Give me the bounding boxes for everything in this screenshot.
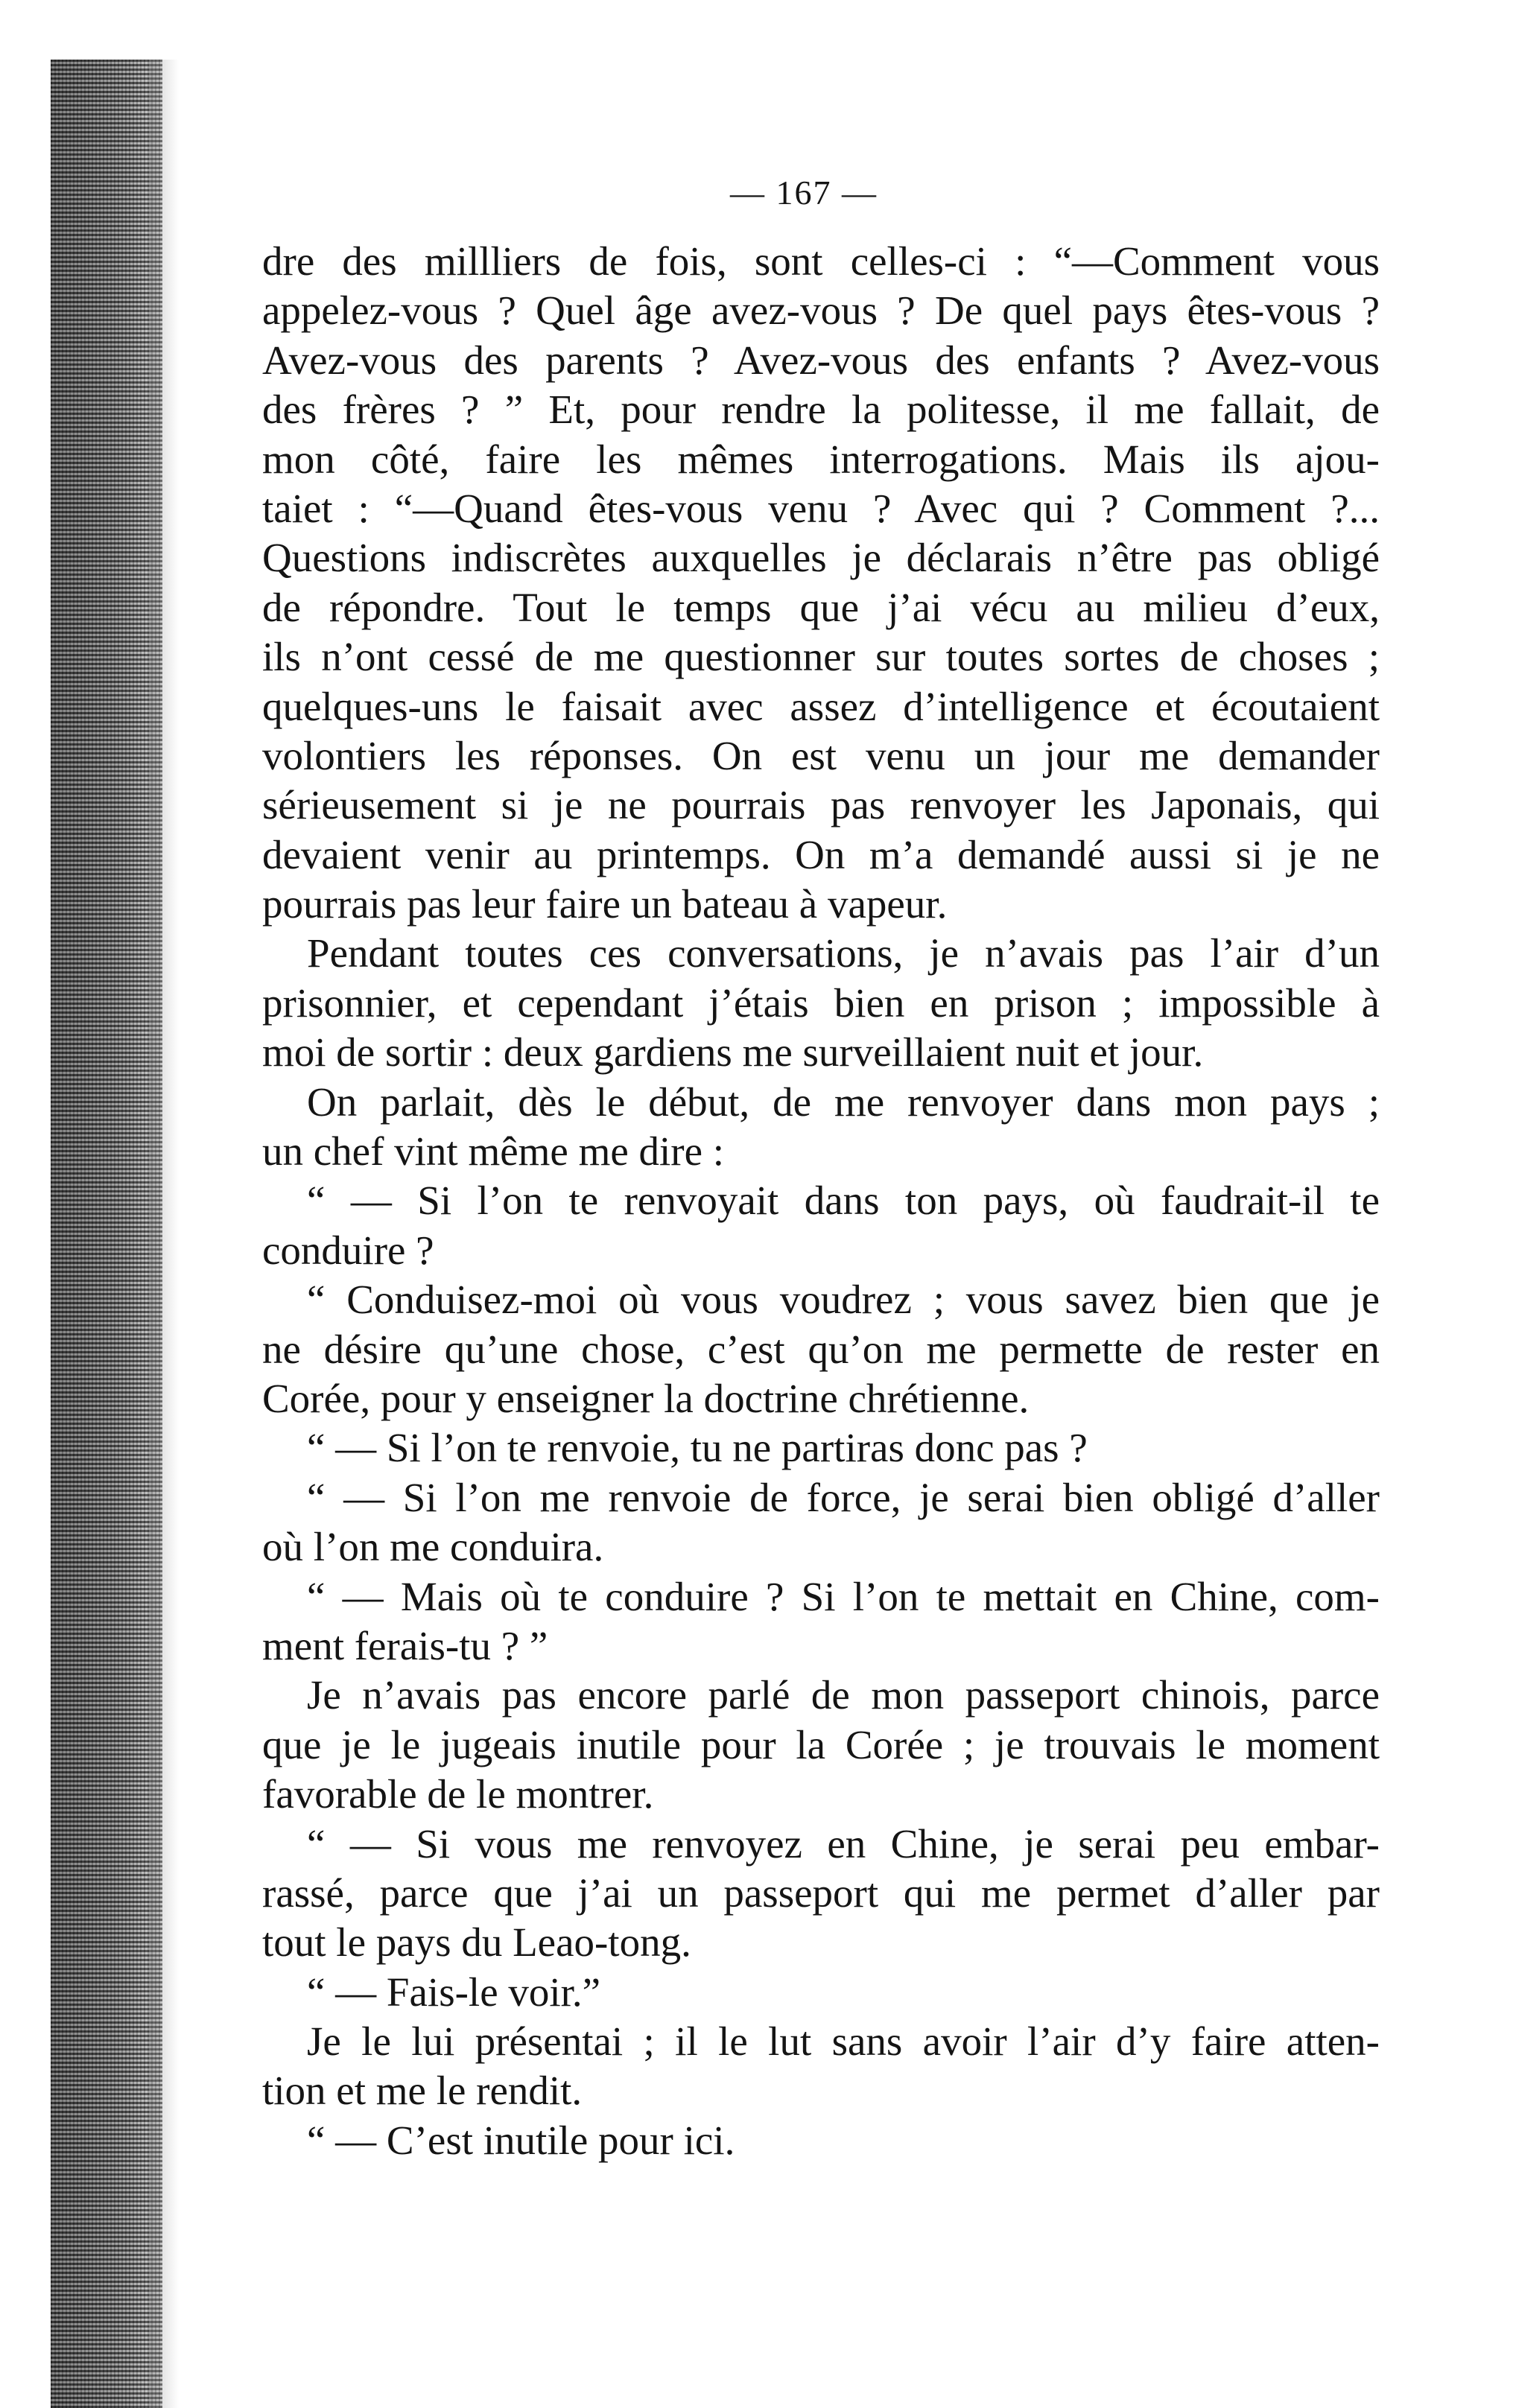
text-line: “ — C’est inutile pour ici. xyxy=(307,2117,735,2163)
text-line: Je n’avais pas encore parlé de mon passeport chinois, parce xyxy=(307,1672,1380,1718)
text-line: “ Conduisez-moi où vous voudrez ; vous savez bien que je xyxy=(307,1277,1380,1323)
text-line: un chef vint même me dire : xyxy=(262,1128,725,1175)
text-line: “ — Si l’on me renvoie de force, je serai bien obligé d’aller xyxy=(307,1474,1380,1520)
text-line: taiet : “—Quand êtes-vous venu ? Avec qui ? Comment ?... xyxy=(262,485,1380,531)
text-line: On parlait, dès le début, de me renvoyer dans mon pays ; xyxy=(307,1078,1380,1125)
text-line: prisonnier, et cependant j’étais bien en prison ; impossible à xyxy=(262,979,1380,1026)
text-line: où l’on me conduira. xyxy=(262,1524,604,1570)
text-line: tout le pays du Leao-tong. xyxy=(262,1919,691,1966)
text-line: ment ferais-tu ? ” xyxy=(262,1622,548,1668)
text-line: ils n’ont cessé de me questionner sur toutes sortes de choses ; xyxy=(262,634,1380,680)
text-line: sérieusement si je ne pourrais pas renvoyer les Japonais, qui xyxy=(262,782,1380,828)
body-text xyxy=(262,237,1380,2165)
text-line: Je le lui présentai ; il le lut sans avoir l’air d’y faire atten- xyxy=(307,2018,1380,2065)
page-number: — 167 — xyxy=(730,174,878,212)
text-line: pourrais pas leur faire un bateau à vapeur. xyxy=(262,881,948,927)
text-line: “ — Si l’on te renvoie, tu ne partiras donc pas ? xyxy=(307,1425,1088,1471)
text-line: “ — Si vous me renvoyez en Chine, je serai peu embar- xyxy=(307,1820,1380,1867)
text-line: rassé, parce que j’ai un passeport qui me permet d’aller par xyxy=(262,1869,1380,1916)
text-line: devaient venir au printemps. On m’a demandé aussi si je ne xyxy=(262,831,1380,877)
text-line: Pendant toutes ces conversations, je n’avais pas l’air d’un xyxy=(307,930,1380,976)
text-line: des frères ? ” Et, pour rendre la politesse, il me fallait, de xyxy=(262,387,1380,433)
text-line: volontiers les réponses. On est venu un jour me demander xyxy=(262,732,1380,778)
text-line: “ — Mais où te conduire ? Si l’on te mettait en Chine, com- xyxy=(307,1573,1380,1619)
text-line: moi de sortir : deux gardiens me surveillaient nuit et jour. xyxy=(262,1029,1204,1076)
text-line: Corée, pour y enseigner la doctrine chrétienne. xyxy=(262,1375,1030,1421)
text-line: mon côté, faire les mêmes interrogations. Mais ils ajou- xyxy=(262,436,1380,482)
text-line: que je le jugeais inutile pour la Corée ; je trouvais le moment xyxy=(262,1721,1380,1767)
text-line: quelques-uns le faisait avec assez d’intelligence et écoutaient xyxy=(262,683,1380,729)
text-line: favorable de le montrer. xyxy=(262,1771,654,1817)
text-line: de répondre. Tout le temps que j’ai vécu au milieu d’eux, xyxy=(262,584,1380,630)
text-line: Avez-vous des parents ? Avez-vous des enfants ? Avez-vous xyxy=(262,337,1380,383)
text-line: “ — Fais-le voir.” xyxy=(307,1969,601,2015)
text-line: conduire ? xyxy=(262,1227,434,1273)
binding-shadow xyxy=(149,60,179,2408)
text-line: dre des millliers de fois, sont celles-ci : “—Comment vous xyxy=(262,238,1380,284)
text-line: appelez-vous ? Quel âge avez-vous ? De quel pays êtes-vous ? xyxy=(262,288,1380,334)
book-binding-edge xyxy=(51,60,162,2408)
text-line: Questions indiscrètes auxquelles je déclarais n’être pas obligé xyxy=(262,535,1380,581)
text-line: tion et me le rendit. xyxy=(262,2068,583,2114)
text-line: ne désire qu’une chose, c’est qu’on me permette de rester en xyxy=(262,1326,1380,1372)
text-line: “ — Si l’on te renvoyait dans ton pays, où faudrait-il te xyxy=(307,1178,1380,1224)
